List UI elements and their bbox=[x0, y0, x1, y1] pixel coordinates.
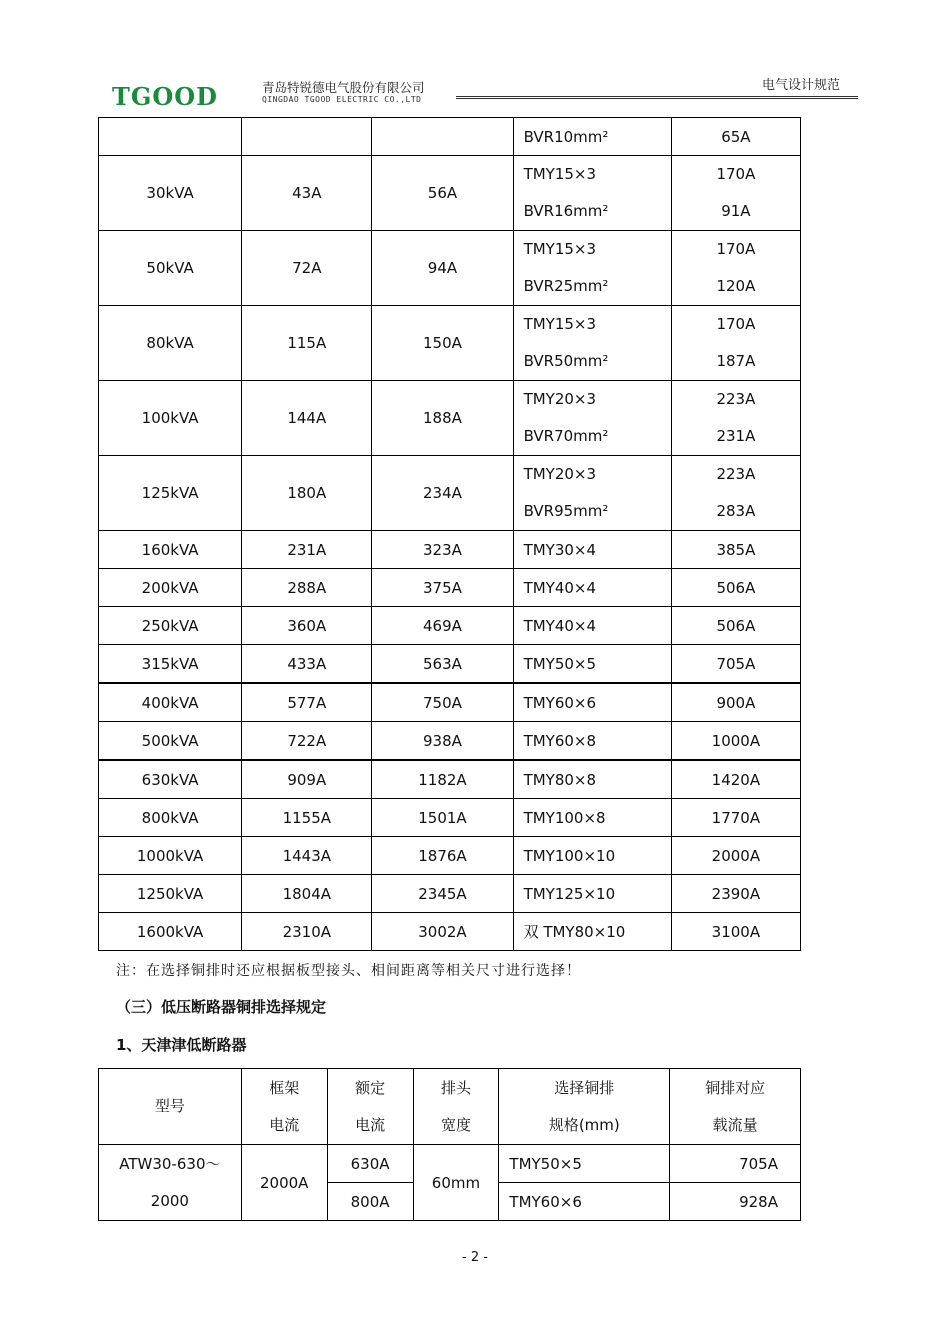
ampacity-cell: 900A bbox=[671, 683, 800, 722]
header-line: 选择铜排 bbox=[554, 1078, 615, 1097]
model-line: 2000 bbox=[150, 1191, 189, 1210]
current-cell: 750A bbox=[372, 683, 513, 722]
kva-cell: 400kVA bbox=[99, 683, 242, 722]
rated-current-cell: 630A bbox=[327, 1145, 413, 1183]
spec-cell: BVR10mm² bbox=[513, 118, 671, 156]
ampacity-cell: 1770A bbox=[671, 799, 800, 837]
table-row bbox=[99, 645, 801, 684]
spec-line: BVR70mm² bbox=[523, 427, 609, 445]
ampacity-cell: 65A bbox=[671, 118, 800, 156]
ampacity-line: 91A bbox=[721, 202, 751, 220]
subsection-heading: 1、天津津低断路器 bbox=[116, 1036, 247, 1054]
spec-line: TMY20×3 bbox=[523, 465, 597, 483]
current-cell: 577A bbox=[242, 683, 372, 722]
ampacity-cell bbox=[671, 306, 800, 381]
current-cell: 375A bbox=[372, 569, 513, 607]
table-row bbox=[99, 760, 801, 799]
current-cell: 323A bbox=[372, 531, 513, 569]
spec-line: TMY15×3 bbox=[523, 165, 597, 183]
table-row bbox=[99, 306, 801, 381]
current-cell: 231A bbox=[242, 531, 372, 569]
page-header bbox=[112, 74, 860, 110]
ampacity-line: 170A bbox=[716, 315, 756, 333]
spec-cell: TMY100×8 bbox=[513, 799, 671, 837]
kva-cell: 800kVA bbox=[99, 799, 242, 837]
spec-cell: TMY60×8 bbox=[513, 722, 671, 761]
table-note: 注：在选择铜排时还应根据板型接头、相间距离等相关尺寸进行选择！ bbox=[116, 963, 581, 979]
spec-cell: TMY40×4 bbox=[513, 607, 671, 645]
kva-cell bbox=[99, 118, 242, 156]
header-model: 型号 bbox=[99, 1069, 242, 1145]
transformer-busbar-table bbox=[98, 117, 801, 951]
ampacity-cell: 385A bbox=[671, 531, 800, 569]
table-row bbox=[99, 837, 801, 875]
header-rule bbox=[456, 96, 858, 97]
ampacity-line: 170A bbox=[716, 165, 756, 183]
current-cell: 2310A bbox=[242, 913, 372, 951]
current-cell bbox=[372, 118, 513, 156]
table-row bbox=[99, 683, 801, 722]
current-cell: 469A bbox=[372, 607, 513, 645]
current-cell: 43A bbox=[242, 156, 372, 231]
kva-cell: 160kVA bbox=[99, 531, 242, 569]
kva-cell: 1000kVA bbox=[99, 837, 242, 875]
table-row bbox=[99, 231, 801, 306]
spec-cell bbox=[513, 381, 671, 456]
ampacity-cell bbox=[671, 156, 800, 231]
table-row bbox=[99, 118, 801, 156]
kva-cell: 315kVA bbox=[99, 645, 242, 684]
current-cell: 188A bbox=[372, 381, 513, 456]
current-cell: 1501A bbox=[372, 799, 513, 837]
model-line: ATW30-630～ bbox=[119, 1154, 221, 1173]
spec-line: BVR25mm² bbox=[523, 277, 609, 295]
spec-cell bbox=[513, 456, 671, 531]
current-cell bbox=[242, 118, 372, 156]
current-cell: 150A bbox=[372, 306, 513, 381]
spec-cell bbox=[513, 306, 671, 381]
current-cell: 938A bbox=[372, 722, 513, 761]
header-line: 额定 bbox=[355, 1078, 386, 1097]
header-line: 规格(mm) bbox=[548, 1115, 620, 1134]
table-row bbox=[99, 875, 801, 913]
header-rated-current bbox=[327, 1069, 413, 1145]
current-cell: 360A bbox=[242, 607, 372, 645]
terminal-width-cell: 60mm bbox=[413, 1145, 499, 1221]
ampacity-line: 187A bbox=[716, 352, 756, 370]
table-row bbox=[99, 456, 801, 531]
ampacity-line: 223A bbox=[716, 465, 756, 483]
header-line: 框架 bbox=[269, 1078, 300, 1097]
table-row bbox=[99, 607, 801, 645]
header-busbar-load bbox=[670, 1069, 801, 1145]
company-name-en: QINGDAO TGOOD ELECTRIC CO.,LTD bbox=[262, 95, 422, 104]
spec-line: BVR50mm² bbox=[523, 352, 609, 370]
spec-line: BVR95mm² bbox=[523, 502, 609, 520]
current-cell: 1876A bbox=[372, 837, 513, 875]
spec-cell: TMY40×4 bbox=[513, 569, 671, 607]
spec-cell: 双 TMY80×10 bbox=[513, 913, 671, 951]
header-frame-current bbox=[241, 1069, 327, 1145]
ampacity-cell: 506A bbox=[671, 569, 800, 607]
spec-cell bbox=[513, 156, 671, 231]
table-row bbox=[99, 1145, 801, 1183]
ampacity-line: 223A bbox=[716, 390, 756, 408]
current-cell: 2345A bbox=[372, 875, 513, 913]
spec-cell: TMY30×4 bbox=[513, 531, 671, 569]
kva-cell: 80kVA bbox=[99, 306, 242, 381]
header-line: 排头 bbox=[440, 1078, 471, 1097]
kva-cell: 125kVA bbox=[99, 456, 242, 531]
ampacity-cell bbox=[671, 456, 800, 531]
current-cell: 94A bbox=[372, 231, 513, 306]
current-cell: 1155A bbox=[242, 799, 372, 837]
header-rule bbox=[456, 98, 858, 99]
kva-cell: 1600kVA bbox=[99, 913, 242, 951]
table-header-row bbox=[99, 1069, 801, 1145]
current-cell: 1443A bbox=[242, 837, 372, 875]
current-cell: 3002A bbox=[372, 913, 513, 951]
current-cell: 563A bbox=[372, 645, 513, 684]
ampacity-cell bbox=[671, 381, 800, 456]
kva-cell: 1250kVA bbox=[99, 875, 242, 913]
current-cell: 144A bbox=[242, 381, 372, 456]
current-cell: 722A bbox=[242, 722, 372, 761]
current-cell: 180A bbox=[242, 456, 372, 531]
ampacity-line: 120A bbox=[716, 277, 756, 295]
header-busbar-spec bbox=[499, 1069, 670, 1145]
kva-cell: 50kVA bbox=[99, 231, 242, 306]
company-logo: TGOOD bbox=[112, 82, 218, 111]
busbar-spec-cell: TMY50×5 bbox=[499, 1145, 670, 1183]
current-cell: 909A bbox=[242, 760, 372, 799]
spec-cell: TMY60×6 bbox=[513, 683, 671, 722]
current-cell: 1804A bbox=[242, 875, 372, 913]
header-line: 电流 bbox=[269, 1115, 300, 1134]
spec-line: TMY20×3 bbox=[523, 390, 597, 408]
header-line: 电流 bbox=[355, 1115, 386, 1134]
ampacity-cell bbox=[671, 231, 800, 306]
header-terminal-width bbox=[413, 1069, 499, 1145]
ampacity-cell: 506A bbox=[671, 607, 800, 645]
header-line: 宽度 bbox=[440, 1115, 471, 1134]
spec-cell: TMY80×8 bbox=[513, 760, 671, 799]
spec-line: TMY15×3 bbox=[523, 240, 597, 258]
ampacity-cell: 705A bbox=[671, 645, 800, 684]
ampacity-cell: 1000A bbox=[671, 722, 800, 761]
kva-cell: 30kVA bbox=[99, 156, 242, 231]
table-row bbox=[99, 569, 801, 607]
busbar-spec-cell: TMY60×6 bbox=[499, 1183, 670, 1221]
table-row bbox=[99, 531, 801, 569]
spec-cell: TMY125×10 bbox=[513, 875, 671, 913]
kva-cell: 500kVA bbox=[99, 722, 242, 761]
current-cell: 72A bbox=[242, 231, 372, 306]
kva-cell: 250kVA bbox=[99, 607, 242, 645]
model-cell bbox=[99, 1145, 242, 1221]
table-row bbox=[99, 722, 801, 761]
frame-current-cell: 2000A bbox=[241, 1145, 327, 1221]
company-name bbox=[262, 80, 425, 105]
spec-cell: TMY50×5 bbox=[513, 645, 671, 684]
busbar-load-cell: 928A bbox=[670, 1183, 801, 1221]
ampacity-line: 231A bbox=[716, 427, 756, 445]
page-number: - 2 - bbox=[462, 1250, 488, 1265]
ampacity-line: 283A bbox=[716, 502, 756, 520]
kva-cell: 200kVA bbox=[99, 569, 242, 607]
table-row bbox=[99, 381, 801, 456]
spec-cell: TMY100×10 bbox=[513, 837, 671, 875]
kva-cell: 630kVA bbox=[99, 760, 242, 799]
current-cell: 234A bbox=[372, 456, 513, 531]
section-heading: （三）低压断路器铜排选择规定 bbox=[116, 998, 327, 1016]
ampacity-cell: 3100A bbox=[671, 913, 800, 951]
kva-cell: 100kVA bbox=[99, 381, 242, 456]
ampacity-cell: 2390A bbox=[671, 875, 800, 913]
ampacity-line: 170A bbox=[716, 240, 756, 258]
busbar-load-cell: 705A bbox=[670, 1145, 801, 1183]
current-cell: 433A bbox=[242, 645, 372, 684]
breaker-busbar-table bbox=[98, 1068, 801, 1221]
table-row bbox=[99, 156, 801, 231]
spec-line: TMY15×3 bbox=[523, 315, 597, 333]
ampacity-cell: 2000A bbox=[671, 837, 800, 875]
spec-line: BVR16mm² bbox=[523, 202, 609, 220]
rated-current-cell: 800A bbox=[327, 1183, 413, 1221]
header-line: 载流量 bbox=[712, 1115, 758, 1134]
document-title: 电气设计规范 bbox=[761, 78, 840, 93]
ampacity-cell: 1420A bbox=[671, 760, 800, 799]
header-line: 铜排对应 bbox=[705, 1078, 766, 1097]
current-cell: 288A bbox=[242, 569, 372, 607]
current-cell: 56A bbox=[372, 156, 513, 231]
company-name-cn: 青岛特锐德电气股份有限公司 bbox=[262, 80, 425, 95]
current-cell: 115A bbox=[242, 306, 372, 381]
table-row bbox=[99, 799, 801, 837]
table-row bbox=[99, 913, 801, 951]
current-cell: 1182A bbox=[372, 760, 513, 799]
spec-cell bbox=[513, 231, 671, 306]
